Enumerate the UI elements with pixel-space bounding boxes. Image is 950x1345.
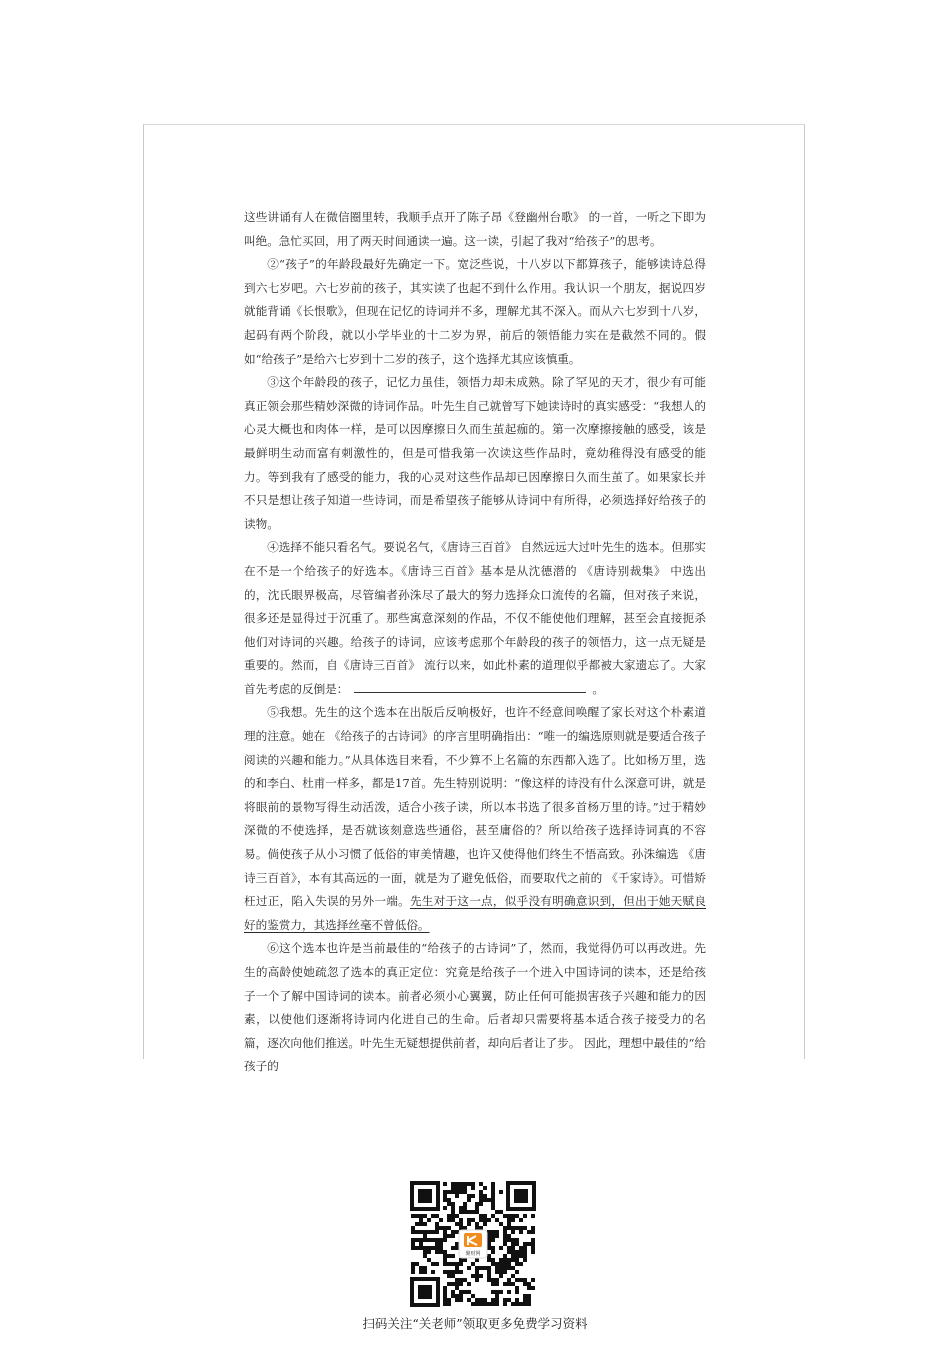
qr-caption: 扫码关注“关老师”领取更多免费学习资料 <box>362 1316 588 1331</box>
paragraph-4-text: ④选择不能只看名气。要说名气，《唐诗三百首》 自然远远大过叶先生的选本。但那实在不是一个给孩子的好选本。《唐诗三百首》基本是从沈德潜的 《唐诗别裁集》 中选出的，沈氏眼界极高，尽管编者孙洙尽了最大的努力选择众口流传的名篇，但对孩子来说，很多还是显得过于沉重了。那些寓意深刻的作品，不仅不能使他们理解，甚至会直接扼杀他们对诗词的兴趣。给孩子的诗词，应该考虑那个年龄段的孩子的领悟力，这一点无疑是重要的。然而，自《唐诗三百首》 流行以来，如此朴素的道理似乎都被大家遗忘了。大家首先考虑的反倒是： <box>244 540 706 696</box>
answer-blank[interactable] <box>354 678 586 693</box>
qr-logo-text: 聚财网 <box>465 1251 481 1257</box>
qr-logo <box>459 1230 487 1258</box>
underlined-sentence: 先生对于这一点，似乎没有明确意识到，但出于她天赋良好的鉴赏力，其选择丝毫不曾低俗。 <box>244 894 706 932</box>
paragraph-5-text: ⑤我想。先生的这个选本在出版后反响极好，也许不经意间唤醒了家长对这个朴素道理的注意。她在 《给孩子的古诗词》的序言里明确指出：“唯一的编选原则就是要适合孩子阅读的兴趣和能力。”从具体选目来看，不少算不上名篇的东西都入选了。比如杨万里，选的和李白、杜甫一样多，都是17首。先生特别说明：“像这样的诗没有什么深意可讲，就是将眼前的景物写得生动活泼，适合小孩子读，所以本书选了很多首杨万里的诗。”过于精妙深微的不使选择，是否就该刻意选些通俗，甚至庸俗的？所以给孩子选择诗词真的不容易。倘使孩子从小习惯了低俗的审美情趣，也许又使得他们终生不悟高致。孙洙编选 《唐诗三百首》，本有其高远的一面，就是为了避免低俗，而要取代之前的 《千家诗》。可惜矫枉过正，陷入失误的另外一端。 <box>244 705 706 909</box>
paragraph-4-end: 。 <box>592 681 604 696</box>
paragraph-4 <box>244 536 706 701</box>
qr-code[interactable] <box>406 1177 540 1311</box>
paragraph-1: 这些讲诵有人在微信圈里转，我顺手点开了陈子昂《登幽州台歌》 的一首，一听之下即为叫绝。急忙买回，用了两天时间通读一遍。这一读，引起了我对“给孩子”的思考。 <box>244 210 706 248</box>
paragraph-2: ②“孩子”的年龄段最好先确定一下。宽泛些说，十八岁以下都算孩子，能够读诗总得到六七岁吧。六七岁前的孩子，其实读了也起不到什么作用。我认识一个朋友，据说四岁就能背诵《长恨歌》，但现在记忆的诗词并不多，理解尤其不深入。而从六七岁到十八岁，起码有两个阶段，就以小学毕业的十二岁为界，前后的领悟能力实在是截然不同的。假如“给孩子”是给六七岁到十二岁的孩子，这个选择尤其应该慎重。 <box>244 257 706 366</box>
paragraph-6: ⑥这个选本也许是当前最佳的“给孩子的古诗词”了，然而，我觉得仍可以再改进。先生的高龄使她疏忽了选本的真正定位：究竟是给孩子一个进入中国诗词的读本，还是给孩子一个了解中国诗词的读本。前者必须小心翼翼，防止任何可能损害孩子兴趣和能力的因素，以使他们逐渐将诗词内化进自己的生命。后者却只需要将基本适合孩子接受力的名篇，逐次向他们推送。叶先生无疑想提供前者，却向后者让了步。 因此，理想中最佳的“给孩子的 <box>244 941 706 1074</box>
article-body <box>244 206 706 1079</box>
paragraph-3: ③这个年龄段的孩子，记忆力虽佳，领悟力却未成熟。除了罕见的天才，很少有可能真正领会那些精妙深微的诗词作品。叶先生自己就曾写下她读诗时的真实感受：“我想人的心灵大概也和肉体一样，是可以因摩擦日久而生茧起痂的。第一次摩擦接触的感受，该是最鲜明生动而富有刺激性的，但是可惜我第一次读这些作品时，竟幼稚得没有感受的能力。等到我有了感受的能力，我的心灵对这些作品却已因摩擦日久而生茧了。如果家长并不只是想让孩子知道一些诗词，而是希望孩子能够从诗词中有所得，必须选择好给孩子的读物。 <box>244 375 706 531</box>
paragraph-5 <box>244 701 706 937</box>
